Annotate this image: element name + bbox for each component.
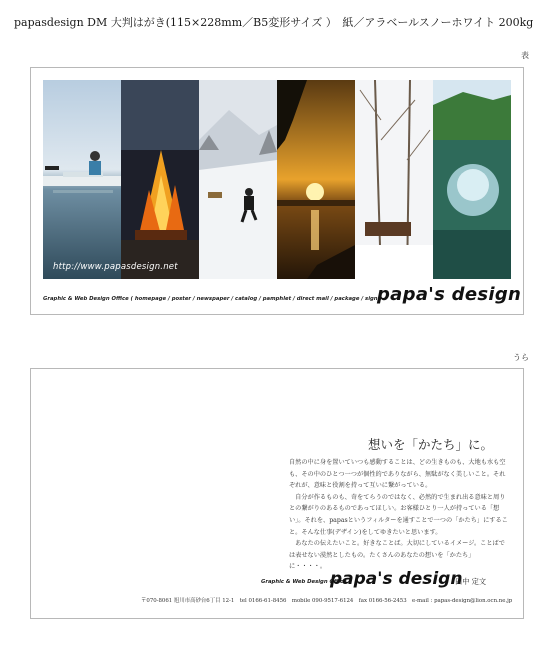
- message-paragraph: あなたの伝えたいこと。好きなことば。大切にしているイメージ。ことばでは表せない漠然としたもの。たくさんのあなたの想いを「かたち」に・・・・。: [289, 540, 505, 571]
- kayak-photo: [43, 80, 121, 279]
- message-paragraph: 自分が作るものも、奇をてらうのではなく、必然的で生まれ出る意味と周りとの繋がりのあるものであってほしい。お客様ひとり一人が持っている「想い」。それを、papasというフィルターを通すことで一つの「かたち」にすること。そんな仕事(デザイン)をしてゆきたいと思います。: [289, 493, 508, 536]
- postcard-front: [30, 67, 524, 315]
- sunset-lake-photo: [277, 80, 355, 279]
- skier-photo: [199, 80, 277, 279]
- person-name: 田中 定文: [455, 577, 487, 586]
- jellyfish-lake-photo: [433, 80, 511, 279]
- back-heading: 想いを「かたち」に。: [367, 437, 493, 452]
- papas-design-logo: papa's design: [377, 284, 522, 305]
- papas-design-logo-back: papa's design: [330, 569, 463, 589]
- postcard-back: [30, 368, 524, 619]
- document-header: papasdesign DM 大判はがき(115×228mm／B5変形サイズ ） 紙／アラベールスノーホワイト 200kg: [14, 16, 534, 29]
- website-url: http://www.papasdesign.net: [53, 262, 178, 272]
- back-side-label: うら: [513, 353, 529, 362]
- office-tagline: Graphic & Web Design Office ( homepage / poster / newspaper / catalog / pamphlet / direct mail / package / sign ): [43, 296, 382, 302]
- front-side-label: 表: [521, 51, 529, 60]
- back-message-body: [289, 457, 509, 573]
- office-label: Graphic & Web Design Office: [261, 579, 347, 585]
- contact-info: 〒070-8061 旭川市高砂台6丁目 12-1 tel 0166-61-8456 mobile 090-9517-6124 fax 0166-56-2453 e-mail : papas-design@lion.ocn.ne.jp: [141, 598, 513, 604]
- bonfire-photo: [121, 80, 199, 279]
- photo-strip: [43, 80, 511, 279]
- snowy-trees-sign-photo: [355, 80, 433, 279]
- message-paragraph: 自然の中に身を置いていつも感動することは、どの生きものも、大地も水も空も、その中のひとつ一つが個性的でありながら、無駄がなく美しいこと。それぞれが、意味と役割を持って互いに繋がっている。: [289, 459, 506, 490]
